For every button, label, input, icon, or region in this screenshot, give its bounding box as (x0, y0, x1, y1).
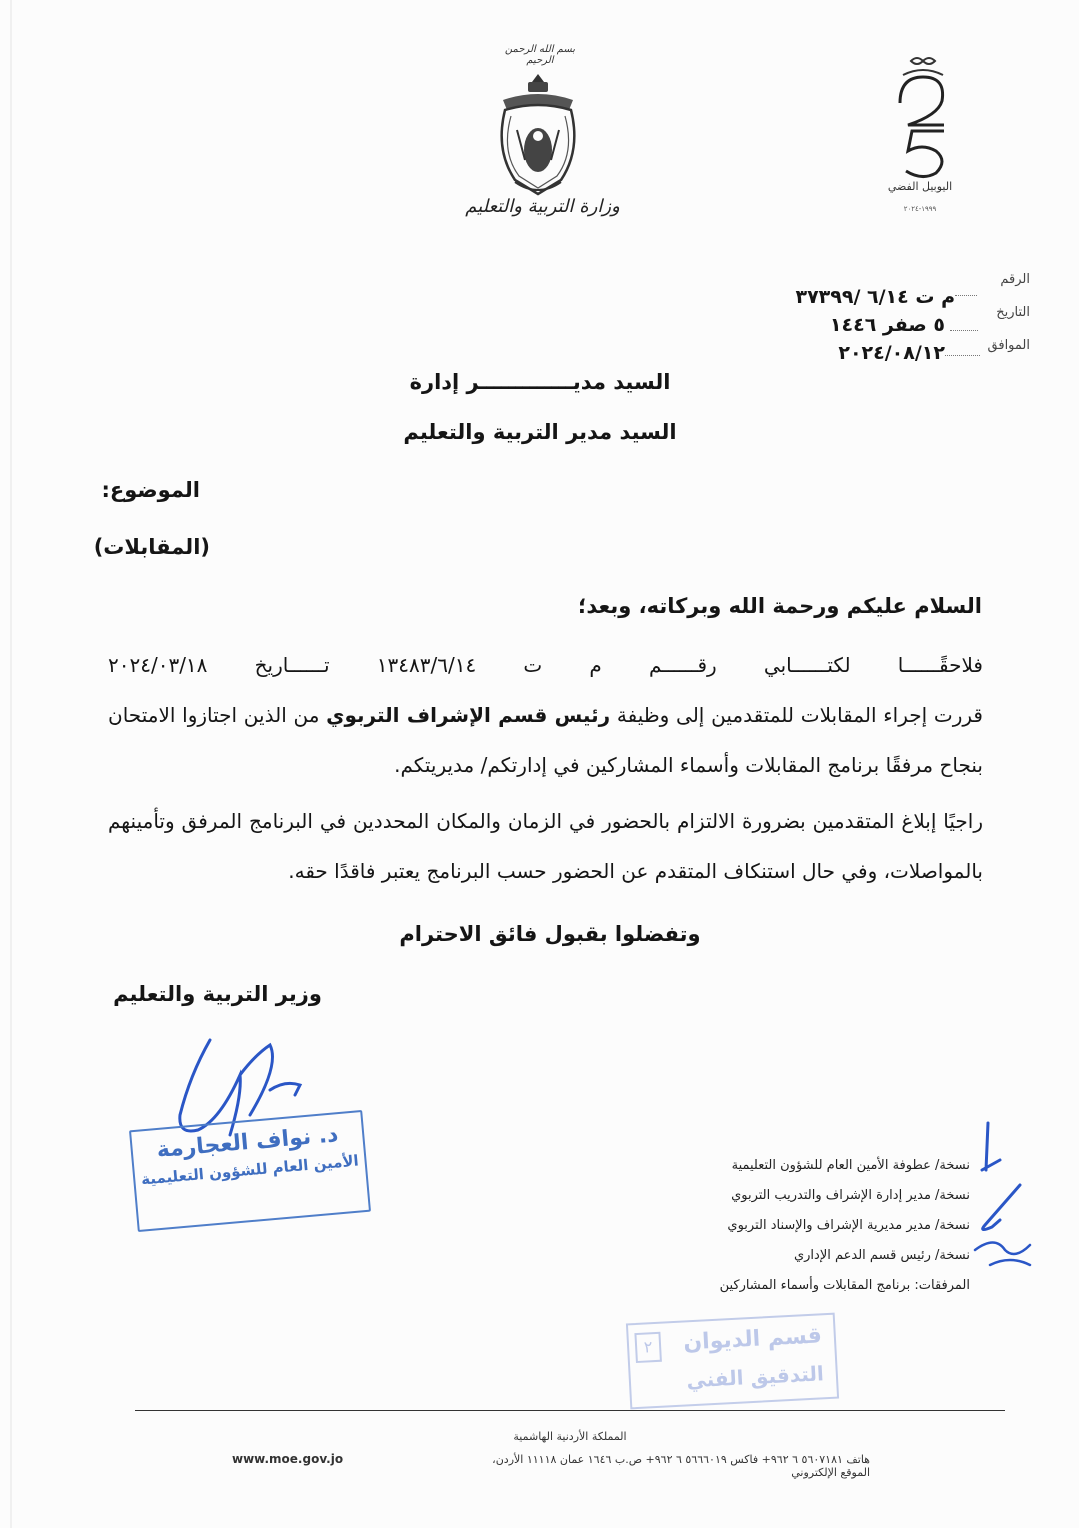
ministry-name: وزارة التربية والتعليم (465, 196, 620, 217)
signature-stamp (129, 1110, 371, 1232)
corr-dotted-line (945, 355, 980, 356)
footer-contact: هاتف ٥٦٠٧١٨١ ٦ ٩٦٢+ فاكس ٥٦٦٦٠١٩ ٦ ٩٦٢+ ص.ب ١٦٤٦ عمان ١١١١٨ الأردن، الموقع الإلكتروني (492, 1453, 870, 1479)
ref-dotted-line (955, 295, 977, 296)
signatory-title: وزير التربية والتعليم (113, 982, 322, 1006)
paragraph-1-job-title: رئيس قسم الإشراف التربوي (326, 703, 611, 727)
date-value: ٥ صفر ١٤٤٦ (829, 314, 945, 336)
jubilee-25-logo-icon (878, 55, 968, 180)
footer-website-link[interactable]: www.moe.gov.jo (232, 1452, 344, 1466)
closing: وتفضلوا بقبول فائق الاحترام (399, 922, 701, 946)
initials-marks-icon (970, 1115, 1040, 1285)
greeting: السلام عليكم ورحمة الله وبركاته، وبعد؛ (577, 594, 982, 618)
paragraph-1-part-1: قررت إجراء المقابلات للمتقدمين إلى وظيفة (610, 703, 983, 727)
jubilee-text: اليوبيل الفضي (887, 180, 953, 193)
paragraph-2: راجيًا إبلاغ المتقدمين بضرورة الالتزام بالحضور في الزمان والمكان المحددين في البرنامج المرفق وتأمينهم بالمواصلات، وفي حال استنكاف المتقدم عن الحضور حسب البرنامج يعتبر فاقدًا حقه. (108, 809, 983, 883)
stamp-role: الأمين العام للشؤون التعليمية (140, 1151, 360, 1189)
paragraph-1-body (108, 690, 983, 790)
copy-line-2: نسخة/ مدير إدارة الإشراف والتدريب التربوي (731, 1188, 970, 1203)
corr-value: ٢٠٢٤/٠٨/١٢ (838, 342, 945, 364)
copy-line-4: نسخة/ رئيس قسم الدعم الإداري (793, 1248, 970, 1263)
attachments-line: المرفقات: برنامج المقابلات وأسماء المشاركين (719, 1278, 970, 1293)
basmala: بسم الله الرحمن الرحيم (504, 44, 576, 66)
paragraph-1-part-2: من الذين اجتازوا الامتحان بنجاح مرفقًا برنامج المقابلات وأسماء المشاركين في إدارتكم/ مديريتكم. (108, 703, 983, 777)
paragraph-1-line-1: فلاحقًــــــا لكتــــــابي رقــــــم م ت ١٣٤٨٣/٦/١٤ تــــــاريخ ٢٠٢٤/٠٣/١٨ (108, 653, 983, 677)
ref-label: الرقم (1000, 272, 1030, 287)
date-dotted-line (950, 330, 978, 331)
page-edge-shadow (10, 0, 12, 1528)
coat-of-arms-icon (495, 70, 581, 200)
diwan-number: ٢ (634, 1332, 662, 1363)
date-label: التاريخ (996, 305, 1030, 320)
corr-label: الموافق (987, 338, 1030, 353)
diwan-stamp (626, 1313, 839, 1410)
addressee-line-2: السيد مدير التربية والتعليم (403, 420, 677, 444)
subject-value: (المقابلات) (93, 535, 210, 559)
diwan-line-2: التدقيق الفني (685, 1361, 825, 1393)
addressee-line-1: السيد مديـــــــــــــر إدارة (409, 370, 671, 394)
footer-divider (135, 1410, 1005, 1411)
diwan-line-1: قسم الديوان (682, 1323, 823, 1356)
copy-line-1: نسخة/ عطوفة الأمين العام للشؤون التعليمية (731, 1158, 970, 1173)
subject-label: الموضوع: (101, 478, 200, 502)
jubilee-years: ١٩٩٩-٢٠٢٤ (903, 205, 937, 213)
footer-country: المملكة الأردنية الهاشمية (513, 1430, 627, 1443)
copy-line-3: نسخة/ مدير مديرية الإشراف والإسناد التربوي (727, 1218, 970, 1233)
ref-value: م ت ٦/١٤ /٣٧٣٩٩ (795, 286, 955, 308)
stamp-name: د. نواف العجارمة (155, 1122, 340, 1163)
